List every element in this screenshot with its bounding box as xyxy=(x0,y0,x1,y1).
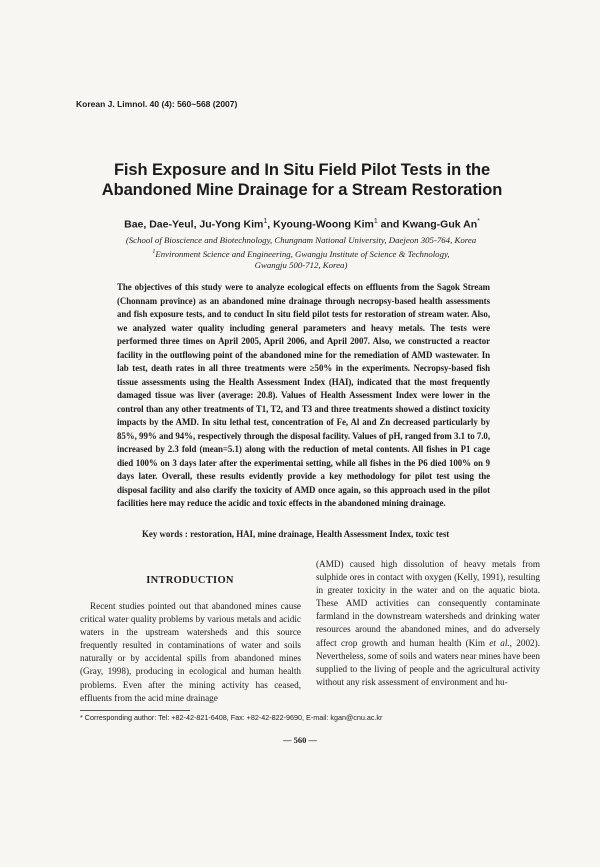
affiliation-marker: 1 xyxy=(152,248,156,255)
affiliation-line-1: (School of Bioscience and Biotechnology, Chungnam National University, Daejeon 305-764, Korea xyxy=(125,235,477,245)
affiliations xyxy=(96,235,506,271)
affiliation-line-2 xyxy=(96,247,506,260)
intro-right-text-2: , 2002). Nevertheless, some of soils and waters near mines have been supplied to the living of people and the agricultural activity without any risk assessment of environment and hu- xyxy=(316,637,540,687)
abstract: The objectives of this study were to analyze ecological effects on effluents from the Sagok Stream (Chonnam province) as an abandoned mine drainage through necropsy-based health assessments and fish exposure tests, and to conduct In situ field pilot tests for restoration of stream water. Also, we analyzed water quality including general parameters and heavy metals. The tests were performed three times on April 2005, April 2006, and April 2007. Also, we constructed a reactor facility in the outflowing point of the abandoned mine for the remediation of AMD wastewater. In lab test, death rates in all three treatments were ≥50% in the experiments. Necropsy-based fish tissue assessments using the Health Assessment Index (HAI), indicated that the most frequently damaged tissue was liver (average: 20.8). Values of Health Assessment Index were lower in the control than any other treatments of T1, T2, and T3 and three treatments showed a distinct toxicity impacts by the AMD. In situ lethal test, concentration of Fe, Al and Zn decreased particularly by 85%, 99% and 94%, respectively through the disposal facility. Values of pH, ranged from 3.1 to 7.0, increased by 2.3 fold (mean=5.1) along with the reduction of metal contents. All fishes in P1 cage died 100% on 3 days later after the experimentai setting, while all fishes in the P6 died 100% on 9 days later. Overall, these results evidently provide a key methodology for pilot test using the disposal facility and also clarify the toxicity of AMD once again, so this approach used in the pilot facilities here may reduce the acidic and toxic effects in the abandoned mining drainage. xyxy=(117,282,490,508)
footnote-divider xyxy=(80,710,190,711)
author-3: and Kwang-Guk An xyxy=(377,218,478,231)
title-line-2: Abandoned Mine Drainage for a Stream Restoration xyxy=(101,181,503,199)
section-heading-introduction: INTRODUCTION xyxy=(146,575,234,586)
keywords: Key words : restoration, HAI, mine drainage, Health Assessment Index, toxic test xyxy=(142,529,450,539)
author-1: Bae, Dae-Yeul, Ju-Yong Kim xyxy=(124,218,264,231)
affiliation-line-3: Gwangju 500-712, Korea) xyxy=(254,259,348,270)
paper-title xyxy=(60,160,544,200)
corresponding-marker: * xyxy=(477,218,480,225)
author-2: , Kyoung-Woong Kim xyxy=(267,218,374,231)
page-number: — 560 — xyxy=(283,735,317,745)
author-list xyxy=(60,218,544,231)
title-line-1: Fish Exposure and In Situ Field Pilot Tests in the xyxy=(113,161,491,179)
affiliation-marker: 1 xyxy=(373,218,378,225)
footnote-corresponding-author: * Corresponding author: Tel: +82-42-821-6408, Fax: +82-42-822-9690, E-mail: kgan@cnu.ac.kr xyxy=(80,713,383,722)
intro-left-column: Recent studies pointed out that abandoned mines cause critical water quality problems by various metals and acidic waters in the upstream watersheds and this source frequently resulted in contaminations of water and soils naturally or by accidental spills from abandoned mines (Gray, 1998), producing in ecological and human health problems. Even after the mining activity has ceased, effluents from the acid mine drainage xyxy=(80,601,301,703)
affiliation-marker: 1 xyxy=(263,218,268,225)
intro-right-etal: et al. xyxy=(489,637,510,648)
intro-right-column xyxy=(316,558,540,689)
affiliation-text: Environment Science and Engineering, Gwangju Institute of Science & Technology, xyxy=(155,248,450,259)
intro-right-text-1: (AMD) caused high dissolution of heavy metals from sulphide ores in contact with oxygen (Kelly, 1991), resulting in greater toxicity in the water and on the aquatic biota. These AMD activities can consequently contaminate farmland in the downstream watersheds and drinking water resources around the abandoned mines, and do adversely affect crop growth and human health (Kim xyxy=(316,559,540,648)
journal-reference: Korean J. Limnol. 40 (4): 560~568 (2007) xyxy=(76,99,238,109)
